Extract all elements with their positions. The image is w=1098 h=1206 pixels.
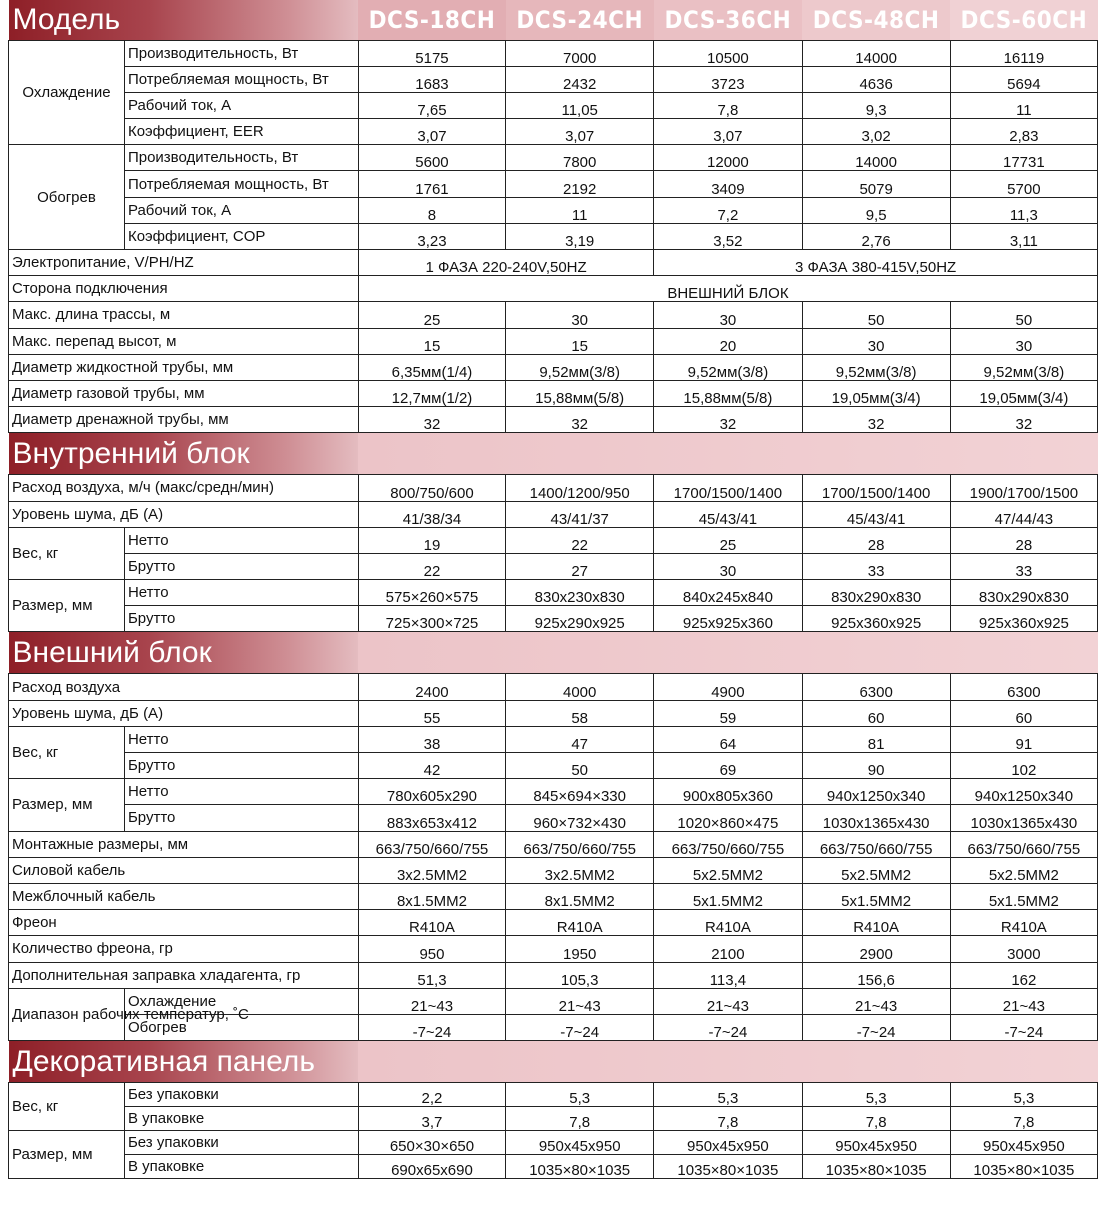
value-cell: 925x360x925 [950,606,1097,632]
value-cell: 5600 [358,145,505,171]
value-cell: -7~24 [802,1014,950,1040]
value-cell: 5,3 [802,1083,950,1107]
value-cell: 33 [950,553,1097,579]
value-cell: 3,07 [654,119,802,145]
value-cell: 11 [506,197,654,223]
value-cell: 28 [802,527,950,553]
spec-row [9,92,1098,118]
value-cell: 8x1.5MM2 [358,883,505,909]
row-sublabel: В упаковке [124,1155,358,1179]
value-cell: -7~24 [654,1014,802,1040]
value-cell: 14000 [802,145,950,171]
row-sublabel: Обогрев [124,1014,358,1040]
value-cell: 11 [950,92,1097,118]
spec-row [9,66,1098,92]
row-label: Макс. длина трассы, м [9,302,359,328]
value-cell: 925x925x360 [654,606,802,632]
row-sublabel: Производительность, Вт [124,145,358,171]
row-label: Межблочный кабель [9,883,359,909]
row-sublabel: Охлаждение [124,988,358,1014]
value-cell: -7~24 [358,1014,505,1040]
value-cell: R410A [950,910,1097,936]
value-cell: 4636 [802,66,950,92]
row-sublabel: Брутто [124,553,358,579]
section-header-row [9,632,1098,674]
spec-row [9,553,1098,579]
value-cell: 2432 [506,66,654,92]
value-cell: 20 [654,328,802,354]
value-cell: 9,52мм(3/8) [654,354,802,380]
row-label: Монтажные размеры, мм [9,831,359,857]
value-cell: 113,4 [654,962,802,988]
value-cell: 2,76 [802,223,950,249]
value-cell: 30 [506,302,654,328]
value-cell: 6300 [802,674,950,700]
merged-value-cell: ВНЕШНИЙ БЛОК [358,276,1097,302]
value-cell: 1400/1200/950 [506,475,654,501]
value-cell: 7,8 [506,1107,654,1131]
value-cell: 21~43 [950,988,1097,1014]
value-cell: 9,5 [802,197,950,223]
row-label: Диаметр дренажной трубы, мм [9,407,359,433]
row-sublabel: Рабочий ток, А [124,197,358,223]
row-sublabel: Нетто [124,779,358,805]
value-cell: 9,52мм(3/8) [802,354,950,380]
value-cell: 11,05 [506,92,654,118]
model-title: Модель [9,0,359,40]
value-cell: 663/750/660/755 [802,831,950,857]
value-cell: 102 [950,753,1097,779]
spec-row [9,250,1098,276]
value-cell: 2400 [358,674,505,700]
value-cell: 64 [654,726,802,752]
value-cell: 925x360x925 [802,606,950,632]
row-group-label: Размер, мм [9,1131,125,1179]
value-cell: 950 [358,936,505,962]
value-cell: 690x65x690 [358,1155,505,1179]
value-cell: 950x45x950 [802,1131,950,1155]
value-cell: 3x2.5MM2 [358,857,505,883]
value-cell: 1900/1700/1500 [950,475,1097,501]
row-sublabel: Производительность, Вт [124,40,358,66]
value-cell: 1035×80×1035 [802,1155,950,1179]
spec-row [9,1155,1098,1179]
value-cell: 7800 [506,145,654,171]
value-cell: 90 [802,753,950,779]
spec-row [9,328,1098,354]
row-group-label: Размер, мм [9,779,125,831]
value-cell: 55 [358,700,505,726]
value-cell: R410A [654,910,802,936]
value-cell: 30 [802,328,950,354]
value-cell: 663/750/660/755 [506,831,654,857]
value-cell: 940x1250x340 [950,779,1097,805]
row-sublabel: Без упаковки [124,1131,358,1155]
value-cell: 17731 [950,145,1097,171]
value-cell: 15 [358,328,505,354]
value-cell: 7,8 [654,1107,802,1131]
spec-row [9,197,1098,223]
spec-row [9,831,1098,857]
value-cell: 47/44/43 [950,501,1097,527]
spec-row [9,1131,1098,1155]
value-cell: 950x45x950 [950,1131,1097,1155]
value-cell: 3x2.5MM2 [506,857,654,883]
value-cell: 3,11 [950,223,1097,249]
value-cell: 7,8 [654,92,802,118]
value-cell: 780x605x290 [358,779,505,805]
value-cell: 5694 [950,66,1097,92]
row-label: Дополнительная заправка хладагента, гр [9,962,359,988]
value-cell: 22 [506,527,654,553]
row-group-label: Диапазон рабочих температур, ˚С [9,988,125,1040]
value-cell: 6300 [950,674,1097,700]
model-column-header: DCS-48CH [802,0,950,40]
spec-row [9,223,1098,249]
spec-row [9,276,1098,302]
value-cell: 1035×80×1035 [950,1155,1097,1179]
row-group-label: Вес, кг [9,726,125,778]
model-column-header: DCS-18CH [358,0,505,40]
value-cell: 5x2.5MM2 [654,857,802,883]
spec-row [9,171,1098,197]
spec-row [9,962,1098,988]
value-cell: 58 [506,700,654,726]
value-cell: 15,88мм(5/8) [654,380,802,406]
value-cell: 12000 [654,145,802,171]
value-cell: 7,8 [950,1107,1097,1131]
value-cell: 840x245x840 [654,580,802,606]
value-cell: 2,83 [950,119,1097,145]
row-label: Диаметр газовой трубы, мм [9,380,359,406]
value-cell: 650×30×650 [358,1131,505,1155]
value-cell: 32 [950,407,1097,433]
section-header-row [9,433,1098,475]
row-sublabel: Брутто [124,805,358,831]
row-label: Количество фреона, гр [9,936,359,962]
value-cell: 30 [950,328,1097,354]
value-cell: 81 [802,726,950,752]
row-group-label: Вес, кг [9,1083,125,1131]
spec-row [9,475,1098,501]
value-cell: 69 [654,753,802,779]
value-cell: 28 [950,527,1097,553]
value-cell: 41/38/34 [358,501,505,527]
row-sublabel: Потребляемая мощность, Вт [124,66,358,92]
value-cell: 14000 [802,40,950,66]
value-cell: 3,02 [802,119,950,145]
value-cell: 50 [950,302,1097,328]
spec-row [9,380,1098,406]
row-label: Макс. перепад высот, м [9,328,359,354]
value-cell: 3,07 [506,119,654,145]
value-cell: 5175 [358,40,505,66]
row-label: Сторона подключения [9,276,359,302]
value-cell: 663/750/660/755 [654,831,802,857]
value-cell: 830x290x830 [802,580,950,606]
row-sublabel: В упаковке [124,1107,358,1131]
value-cell: 1950 [506,936,654,962]
row-sublabel: Нетто [124,726,358,752]
value-cell: 32 [506,407,654,433]
section-header-row [9,1041,1098,1083]
spec-row [9,700,1098,726]
value-cell: 6,35мм(1/4) [358,354,505,380]
value-cell: 9,52мм(3/8) [506,354,654,380]
value-cell: 3,07 [358,119,505,145]
value-cell: 1700/1500/1400 [654,475,802,501]
spec-row [9,1083,1098,1107]
value-cell: 32 [802,407,950,433]
value-cell: 5x2.5MM2 [950,857,1097,883]
merged-value-cell: 3 ФАЗА 380-415V,50HZ [654,250,1098,276]
value-cell: 21~43 [654,988,802,1014]
value-cell: 830x290x830 [950,580,1097,606]
value-cell: 7000 [506,40,654,66]
value-cell: 27 [506,553,654,579]
value-cell: 60 [802,700,950,726]
section-band [358,433,1097,475]
value-cell: R410A [506,910,654,936]
value-cell: 2900 [802,936,950,962]
value-cell: 950x45x950 [654,1131,802,1155]
value-cell: 7,8 [802,1107,950,1131]
value-cell: 19 [358,527,505,553]
value-cell: 3723 [654,66,802,92]
spec-row [9,527,1098,553]
spec-row [9,936,1098,962]
row-label: Фреон [9,910,359,936]
spec-table [8,0,1098,1179]
value-cell: 15 [506,328,654,354]
value-cell: 2,2 [358,1083,505,1107]
value-cell: 5x1.5MM2 [654,883,802,909]
row-label: Расход воздуха [9,674,359,700]
value-cell: 575×260×575 [358,580,505,606]
value-cell: 32 [358,407,505,433]
model-header-row [9,0,1098,40]
value-cell: 960×732×430 [506,805,654,831]
value-cell: 30 [654,553,802,579]
value-cell: 9,52мм(3/8) [950,354,1097,380]
row-label: Силовой кабель [9,857,359,883]
spec-row [9,606,1098,632]
value-cell: 4900 [654,674,802,700]
model-column-header: DCS-36CH [654,0,802,40]
value-cell: 7,65 [358,92,505,118]
value-cell: 4000 [506,674,654,700]
value-cell: 25 [358,302,505,328]
value-cell: 1683 [358,66,505,92]
value-cell: 3,52 [654,223,802,249]
row-group-label: Охлаждение [9,40,125,145]
value-cell: 12,7мм(1/2) [358,380,505,406]
value-cell: 10500 [654,40,802,66]
row-label: Уровень шума, дБ (А) [9,501,359,527]
section-title: Внутренний блок [9,433,359,475]
row-group-label: Обогрев [9,145,125,250]
spec-row [9,753,1098,779]
value-cell: 59 [654,700,802,726]
value-cell: 663/750/660/755 [358,831,505,857]
value-cell: 91 [950,726,1097,752]
value-cell: 8x1.5MM2 [506,883,654,909]
value-cell: 2100 [654,936,802,962]
value-cell: 22 [358,553,505,579]
section-band [358,1041,1097,1083]
value-cell: 940x1250x340 [802,779,950,805]
value-cell: 5,3 [654,1083,802,1107]
section-title: Внешний блок [9,632,359,674]
value-cell: 47 [506,726,654,752]
value-cell: 8 [358,197,505,223]
row-sublabel: Нетто [124,580,358,606]
value-cell: 845×694×330 [506,779,654,805]
spec-row [9,910,1098,936]
model-column-header: DCS-60CH [950,0,1097,40]
row-sublabel: Брутто [124,606,358,632]
spec-row [9,145,1098,171]
row-group-label: Вес, кг [9,527,125,579]
spec-row [9,779,1098,805]
section-band [358,632,1097,674]
section-title: Декоративная панель [9,1041,359,1083]
value-cell: 2192 [506,171,654,197]
value-cell: 900x805x360 [654,779,802,805]
value-cell: 50 [802,302,950,328]
spec-row [9,857,1098,883]
value-cell: 663/750/660/755 [950,831,1097,857]
row-sublabel: Рабочий ток, А [124,92,358,118]
value-cell: 21~43 [358,988,505,1014]
row-sublabel: Нетто [124,527,358,553]
value-cell: 38 [358,726,505,752]
spec-row [9,501,1098,527]
value-cell: 15,88мм(5/8) [506,380,654,406]
value-cell: 883x653x412 [358,805,505,831]
value-cell: 21~43 [506,988,654,1014]
value-cell: 16119 [950,40,1097,66]
value-cell: 42 [358,753,505,779]
value-cell: 105,3 [506,962,654,988]
value-cell: 45/43/41 [654,501,802,527]
value-cell: 950x45x950 [506,1131,654,1155]
value-cell: 1030x1365x430 [802,805,950,831]
value-cell: 9,3 [802,92,950,118]
value-cell: 43/41/37 [506,501,654,527]
value-cell: 3,23 [358,223,505,249]
value-cell: 51,3 [358,962,505,988]
value-cell: 3,19 [506,223,654,249]
value-cell: 11,3 [950,197,1097,223]
row-label: Диаметр жидкостной трубы, мм [9,354,359,380]
spec-row [9,988,1098,1014]
spec-row [9,354,1098,380]
value-cell: 5x2.5MM2 [802,857,950,883]
spec-row [9,805,1098,831]
value-cell: 19,05мм(3/4) [950,380,1097,406]
merged-value-cell: 1 ФАЗА 220-240V,50HZ [358,250,653,276]
value-cell: 21~43 [802,988,950,1014]
spec-row [9,407,1098,433]
value-cell: -7~24 [506,1014,654,1040]
row-sublabel: Коэффициент, EER [124,119,358,145]
value-cell: 725×300×725 [358,606,505,632]
row-sublabel: Потребляемая мощность, Вт [124,171,358,197]
value-cell: 925x290x925 [506,606,654,632]
value-cell: 19,05мм(3/4) [802,380,950,406]
spec-row [9,302,1098,328]
value-cell: 5700 [950,171,1097,197]
value-cell: 32 [654,407,802,433]
row-group-label: Размер, мм [9,580,125,632]
value-cell: 50 [506,753,654,779]
value-cell: 3409 [654,171,802,197]
row-label: Расход воздуха, м/ч (макс/средн/мин) [9,475,359,501]
value-cell: 800/750/600 [358,475,505,501]
spec-row [9,1107,1098,1131]
value-cell: 5x1.5MM2 [802,883,950,909]
value-cell: R410A [358,910,505,936]
row-sublabel: Коэффициент, COP [124,223,358,249]
spec-row [9,674,1098,700]
value-cell: 156,6 [802,962,950,988]
value-cell: 1035×80×1035 [506,1155,654,1179]
spec-row [9,726,1098,752]
spec-row [9,883,1098,909]
spec-row [9,580,1098,606]
value-cell: 1761 [358,171,505,197]
value-cell: 30 [654,302,802,328]
value-cell: 1700/1500/1400 [802,475,950,501]
value-cell: 830x230x830 [506,580,654,606]
value-cell: 5,3 [506,1083,654,1107]
value-cell: R410A [802,910,950,936]
value-cell: 3000 [950,936,1097,962]
value-cell: 33 [802,553,950,579]
value-cell: 45/43/41 [802,501,950,527]
value-cell: 25 [654,527,802,553]
value-cell: 60 [950,700,1097,726]
value-cell: 1020×860×475 [654,805,802,831]
row-sublabel: Брутто [124,753,358,779]
value-cell: -7~24 [950,1014,1097,1040]
row-label: Электропитание, V/PH/HZ [9,250,359,276]
spec-row [9,1014,1098,1040]
value-cell: 5079 [802,171,950,197]
row-label: Уровень шума, дБ (А) [9,700,359,726]
row-sublabel: Без упаковки [124,1083,358,1107]
value-cell: 1030x1365x430 [950,805,1097,831]
value-cell: 5,3 [950,1083,1097,1107]
value-cell: 1035×80×1035 [654,1155,802,1179]
value-cell: 5x1.5MM2 [950,883,1097,909]
value-cell: 7,2 [654,197,802,223]
spec-row [9,40,1098,66]
value-cell: 162 [950,962,1097,988]
model-column-header: DCS-24CH [506,0,654,40]
value-cell: 3,7 [358,1107,505,1131]
spec-row [9,119,1098,145]
